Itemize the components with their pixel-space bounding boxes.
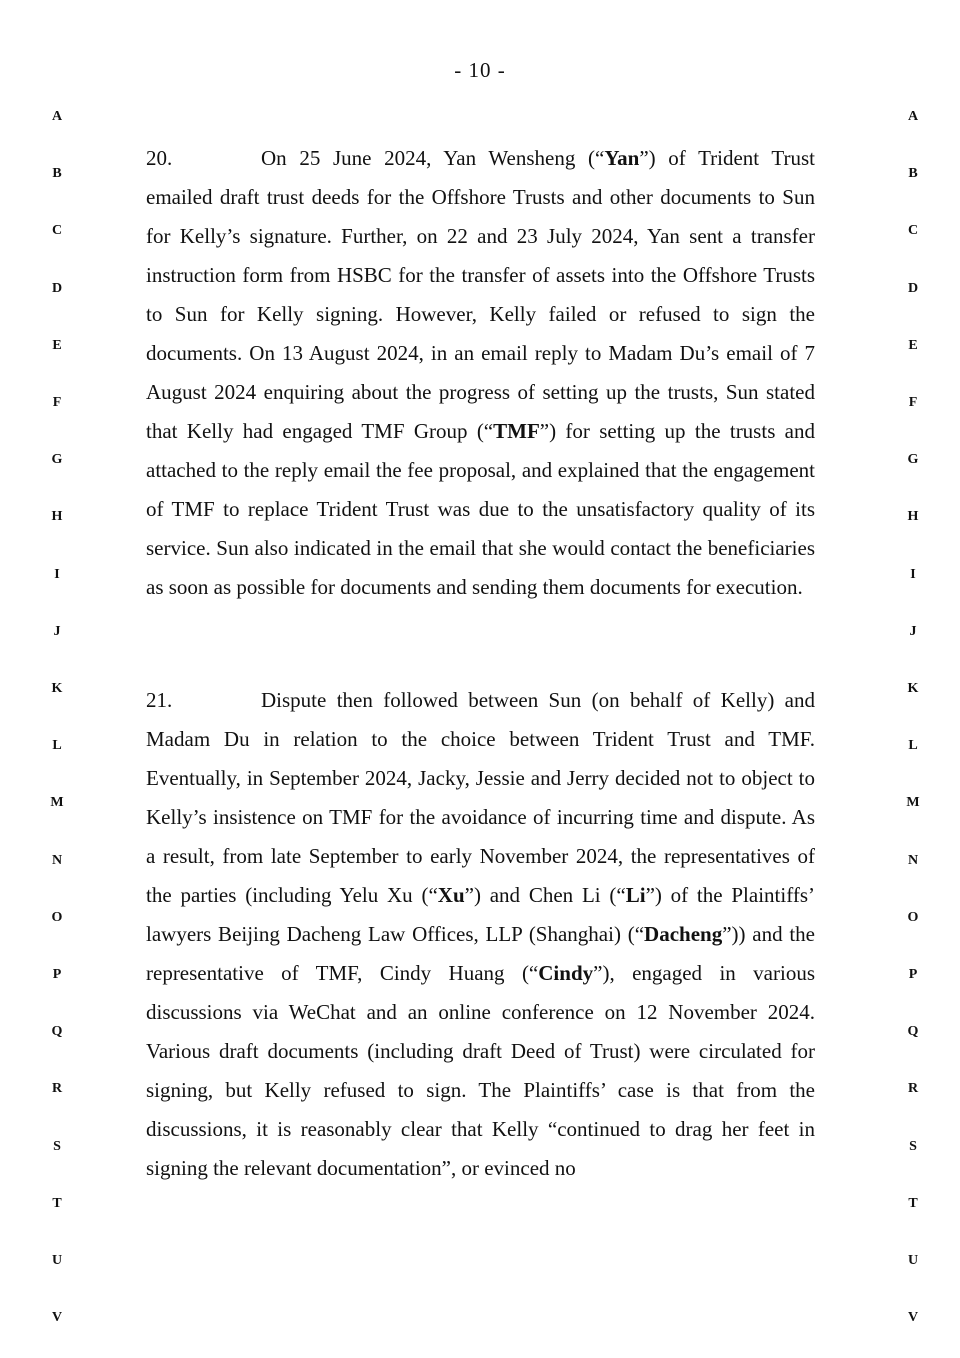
margin-letter: O [51, 909, 63, 925]
text-segment: ”) for setting up the trusts and attached to the reply email the fee proposal, and explained that the engagement of TMF to replace Trident Trust was due to the unsatisfactory quality of its service. Sun also indicated in the email that she would contact the beneficiaries as soon as possible for documents and sending them documents for execution. [146, 419, 816, 599]
margin-letter: T [908, 1195, 918, 1211]
paragraph-number: 21. [146, 688, 173, 712]
margin-letter: N [907, 852, 919, 868]
margin-letter: H [907, 509, 919, 525]
margin-letter: D [907, 280, 919, 296]
margin-letter: S [53, 1138, 61, 1154]
defined-term: Li [625, 883, 646, 907]
defined-term: Xu [437, 883, 465, 907]
margin-letter: K [51, 681, 63, 696]
margin-letter: E [52, 337, 62, 353]
defined-term: Yan [604, 146, 640, 170]
margin-letter: U [51, 1253, 63, 1268]
margin-letter: A [51, 109, 63, 124]
text-segment: Dispute then followed between Sun (on behalf of Kelly) and Madam Du in relation to the choice between Trident Trust and TMF. Eventually, in September 2024, Jacky, Jessie and Jerry decided not to object to Kelly’s insistence on TMF for the avoidance of incurring time and dispute. As a result, from late September to early November 2024, the representatives of the parties (including Yelu Xu (“ [146, 688, 815, 907]
paragraph-body [146, 146, 815, 599]
margin-letter: J [909, 623, 917, 639]
margin-letter: K [907, 681, 919, 696]
right-margin-letters [903, 0, 923, 1358]
margin-letter: B [52, 166, 62, 182]
margin-letter: G [51, 452, 63, 468]
margin-letter: R [51, 1081, 63, 1097]
margin-letter: Q [51, 1024, 63, 1040]
margin-letter: P [52, 967, 62, 982]
defined-term: Dacheng [644, 922, 723, 946]
margin-letter: T [52, 1195, 62, 1211]
defined-term: Cindy [538, 961, 594, 985]
margin-letter: D [51, 280, 63, 296]
margin-letter: A [907, 109, 919, 124]
margin-letter: C [51, 223, 63, 239]
text-segment: ”)) and the representative of TMF, Cindy Huang (“ [146, 922, 815, 985]
page-number: - 10 - [454, 58, 506, 82]
text-segment: ”), engaged in various discussions via WeChat and an online conference on 12 November 2024. Various draft documents (including draft Deed of Trust) were circulated for signing, but Kelly refused to sign. The Plaintiffs’ case is that from the discussions, it is reasonably clear that Kelly “continued to drag her feet in signing the relevant documentation”, or evinced no [146, 961, 815, 1180]
margin-letter: M [50, 795, 64, 811]
text-segment: ”) of the Plaintiffs’ lawyers Beijing Dacheng Law Offices, LLP (Shanghai) (“ [146, 883, 815, 946]
margin-letter: V [51, 1310, 63, 1326]
margin-letter: Q [907, 1024, 919, 1040]
left-margin-letters [47, 0, 67, 1358]
margin-letter: J [53, 623, 61, 639]
paragraph-20 [146, 139, 815, 607]
margin-letter: R [907, 1081, 919, 1097]
paragraph-body [146, 688, 815, 1180]
margin-letter: I [910, 566, 916, 582]
margin-letter: C [907, 223, 919, 239]
defined-term: TMF [493, 419, 540, 443]
margin-letter: B [908, 166, 918, 182]
margin-letter: O [907, 909, 919, 925]
margin-letter: L [908, 738, 918, 754]
text-segment: ”) and Chen Li (“ [464, 883, 626, 907]
margin-letter: V [907, 1310, 919, 1326]
margin-letter: P [908, 967, 918, 982]
text-segment: On 25 June 2024, Yan Wensheng (“ [261, 146, 605, 170]
margin-letter: G [907, 452, 919, 468]
margin-letter: E [908, 337, 918, 353]
paragraph-number: 20. [146, 146, 173, 170]
margin-letter: M [906, 795, 920, 811]
margin-letter: I [54, 566, 60, 582]
margin-letter: U [907, 1253, 919, 1268]
margin-letter: N [51, 852, 63, 868]
margin-letter: F [908, 395, 918, 410]
text-segment: ”) of Trident Trust emailed draft trust deeds for the Offshore Trusts and other documents to Sun for Kelly’s signature. Further, on 22 and 23 July 2024, Yan sent a transfer instruction form from HSBC for the transfer of assets into the Offshore Trusts to Sun for Kelly signing. However, Kelly failed or refused to sign the documents. On 13 August 2024, in an email reply to Madam Du’s email of 7 August 2024 enquiring about the progress of setting up the trusts, Sun stated that Kelly had engaged TMF Group (“ [146, 146, 816, 443]
margin-letter: L [52, 738, 62, 754]
margin-letter: F [52, 395, 62, 410]
paragraph-21 [146, 681, 815, 1188]
margin-letter: S [909, 1138, 917, 1154]
margin-letter: H [51, 509, 63, 525]
